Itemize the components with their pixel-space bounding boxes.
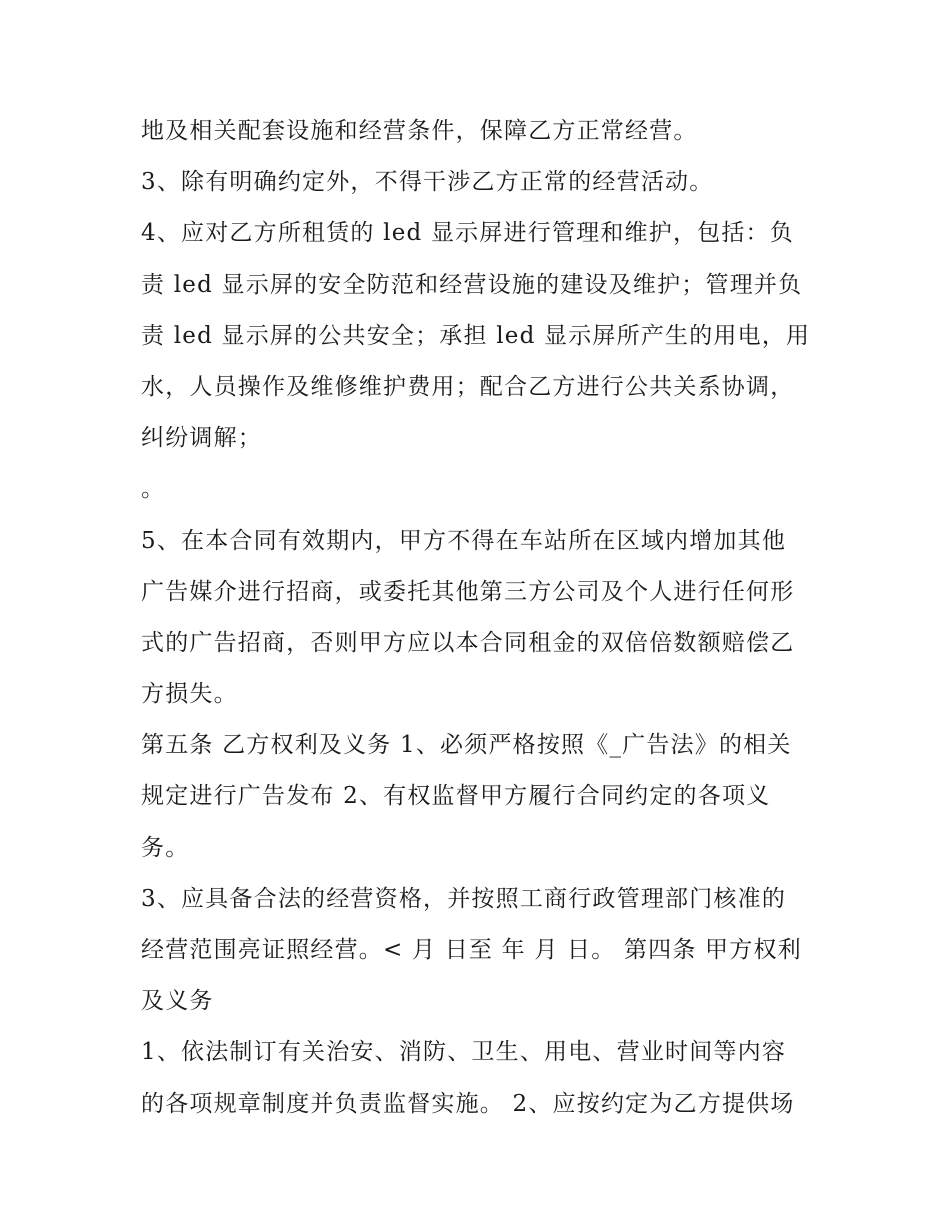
text-line: 广告媒介进行招商，或委托其他第三方公司及个人进行任何形 — [141, 578, 795, 605]
text-line: 3、应具备合法的经营资格，并按照工商行政管理部门核准的 — [141, 885, 787, 912]
text-line: 务。 — [141, 834, 190, 861]
text-line: 4、应对乙方所租赁的 led 显示屏进行管理和维护，包括：负 — [141, 220, 794, 247]
text-line: 式的广告招商，否则甲方应以本合同租金的双倍倍数额赔偿乙 — [141, 629, 795, 656]
text-line: 方损失。 — [141, 681, 238, 708]
text-line: 规定进行广告发布 2、有权监督甲方履行合同约定的各项义 — [141, 783, 771, 810]
text-line: 的各项规章制度并负责监督实施。 2、应按约定为乙方提供场 — [141, 1090, 795, 1117]
text-line: 责 led 显示屏的安全防范和经营设施的建设及维护；管理并负 — [141, 271, 803, 298]
text-line: 第五条 乙方权利及义务 1、必须严格按照《_广告法》的相关 — [141, 732, 792, 759]
text-line: 3、除有明确约定外，不得干涉乙方正常的经营活动。 — [141, 169, 714, 196]
text-line: 及义务 — [141, 988, 214, 1015]
text-line: 责 led 显示屏的公共安全；承担 led 显示屏所产生的用电，用 — [141, 322, 811, 349]
text-line: 纠纷调解； — [141, 425, 262, 452]
text-line: 。 — [141, 476, 166, 503]
text-line: 5、在本合同有效期内，甲方不得在车站所在区域内增加其他 — [141, 527, 787, 554]
text-line: 地及相关配套设施和经营条件，保障乙方正常经营。 — [141, 118, 698, 144]
text-line: 经营范围亮证照经营。< 月 日至 年 月 日。 第四条 甲方权利 — [141, 937, 802, 963]
text-line: 1、依法制订有关治安、消防、卫生、用电、营业时间等内容 — [141, 1039, 787, 1066]
contract-text — [141, 106, 821, 1130]
text-line: 水，人员操作及维修维护费用；配合乙方进行公共关系协调， — [141, 373, 795, 400]
